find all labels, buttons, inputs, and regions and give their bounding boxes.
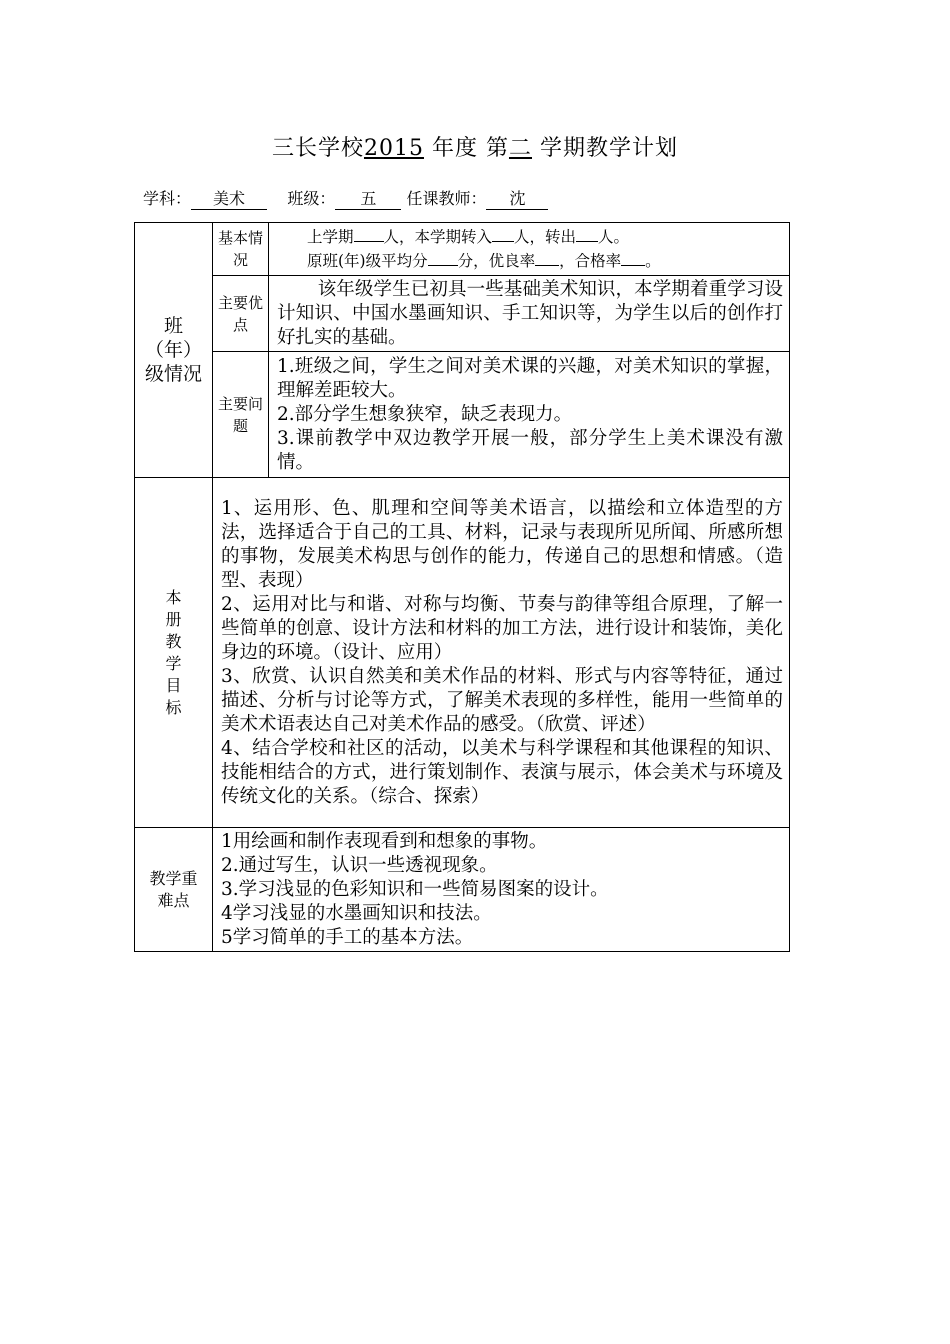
objectives-header-cell <box>135 478 213 828</box>
blank-excellent-rate[interactable] <box>535 250 559 266</box>
objective-item: 4、结合学校和社区的活动，以美术与科学课程和其他课程的知识、技能相结合的方式，进行策划制作、表演与展示，体会美术与环境及传统文化的关系。（综合、探索） <box>221 737 783 807</box>
key-point-item: 4学习浅显的水墨画知识和技法。 <box>221 902 492 924</box>
class-situation-header: 班（年）级情况 <box>144 315 202 385</box>
title-mid: 年度 第 <box>431 136 509 161</box>
row-strengths <box>135 276 790 352</box>
strengths-label-cell <box>213 276 269 352</box>
key-point-item: 5学习简单的手工的基本方法。 <box>221 926 474 948</box>
key-points-content <box>213 830 789 950</box>
key-point-item: 1用绘画和制作表现看到和想象的事物。 <box>221 830 548 852</box>
objectives-content-cell <box>213 478 790 828</box>
basic-label: 基本情况 <box>218 229 264 269</box>
title-term: 二 <box>508 136 532 161</box>
key-points-header-cell <box>135 828 213 952</box>
key-point-item: 3.学习浅显的色彩知识和一些简易图案的设计。 <box>221 878 609 900</box>
teacher-label: 任课教师： <box>406 189 487 208</box>
basic-line-2: 原班(年)级平均分 分，优良率 ，合格率 。 <box>307 252 661 270</box>
basic-line-1: 上学期 人，本学期转入 人，转出 人。 <box>307 228 630 246</box>
objectives-content <box>213 497 789 809</box>
basic-content <box>269 223 789 275</box>
objectives-header: 本册教学目标 <box>165 587 182 717</box>
blank-transfer-out[interactable] <box>576 226 598 242</box>
basic-label-cell <box>213 223 269 276</box>
title-suffix: 学期教学计划 <box>540 136 679 161</box>
page-title <box>0 133 950 165</box>
strengths-content-cell <box>269 276 790 352</box>
blank-transfer-in[interactable] <box>492 226 514 242</box>
row-basic <box>135 223 790 276</box>
key-points-content-cell <box>213 828 790 952</box>
problems-content <box>269 355 789 475</box>
subject-value: 美术 <box>191 189 267 210</box>
meta-line <box>143 187 548 211</box>
objective-item: 1、运用形、色、肌理和空间等美术语言，以描绘和立体造型的方法，选择适合于自己的工具、材料，记录与表现所见所闻、所感所想的事物，发展美术构思与创作的能力，传递自己的思想和情感。（造型、表现） <box>221 497 783 591</box>
problem-item: 3.课前教学中双边教学开展一般，部分学生上美术课没有激情。 <box>277 427 783 473</box>
row-objectives <box>135 478 790 828</box>
class-label: 班级： <box>287 189 336 208</box>
strengths-content <box>269 278 789 350</box>
blank-average[interactable] <box>428 250 458 266</box>
objective-item: 3、欣赏、认识自然美和美术作品的材料、形式与内容等特征，通过描述、分析与讨论等方式，了解美术表现的多样性，能用一些简单的美术术语表达自己对美术作品的感受。（欣赏、评述） <box>221 665 783 735</box>
strengths-text: 该年级学生已初具一些基础美术知识，本学期着重学习设计知识、中国水墨画知识、手工知识等，为学生以后的创作打好扎实的基础。 <box>277 278 783 348</box>
row-key-points <box>135 828 790 952</box>
key-point-item: 2.通过写生，认识一些透视现象。 <box>221 854 498 876</box>
strengths-label: 主要优点 <box>218 293 264 334</box>
blank-prev-count[interactable] <box>354 226 384 242</box>
basic-content-cell <box>269 223 790 276</box>
title-prefix: 三长学校 <box>271 136 364 161</box>
subject-label: 学科： <box>143 189 192 208</box>
problem-item: 2.部分学生想象狭窄，缺乏表现力。 <box>277 403 573 425</box>
class-value: 五 <box>335 189 401 210</box>
plan-table <box>134 222 790 952</box>
objective-item: 2、运用对比与和谐、对称与均衡、节奏与韵律等组合原理，了解一些简单的创意、设计方法和材料的加工方法，进行设计和装饰，美化身边的环境。（设计、应用） <box>221 593 783 663</box>
problem-item: 1.班级之间，学生之间对美术课的兴趣，对美术知识的掌握，理解差距较大。 <box>277 355 783 401</box>
row-problems <box>135 352 790 478</box>
key-points-header: 教学重难点 <box>149 868 198 910</box>
title-year: 2015 <box>363 136 424 161</box>
teacher-value: 沈 <box>486 189 548 210</box>
problems-label: 主要问题 <box>218 394 264 435</box>
class-situation-header-cell <box>135 223 213 478</box>
problems-label-cell <box>213 352 269 478</box>
problems-content-cell <box>269 352 790 478</box>
blank-pass-rate[interactable] <box>621 250 645 266</box>
